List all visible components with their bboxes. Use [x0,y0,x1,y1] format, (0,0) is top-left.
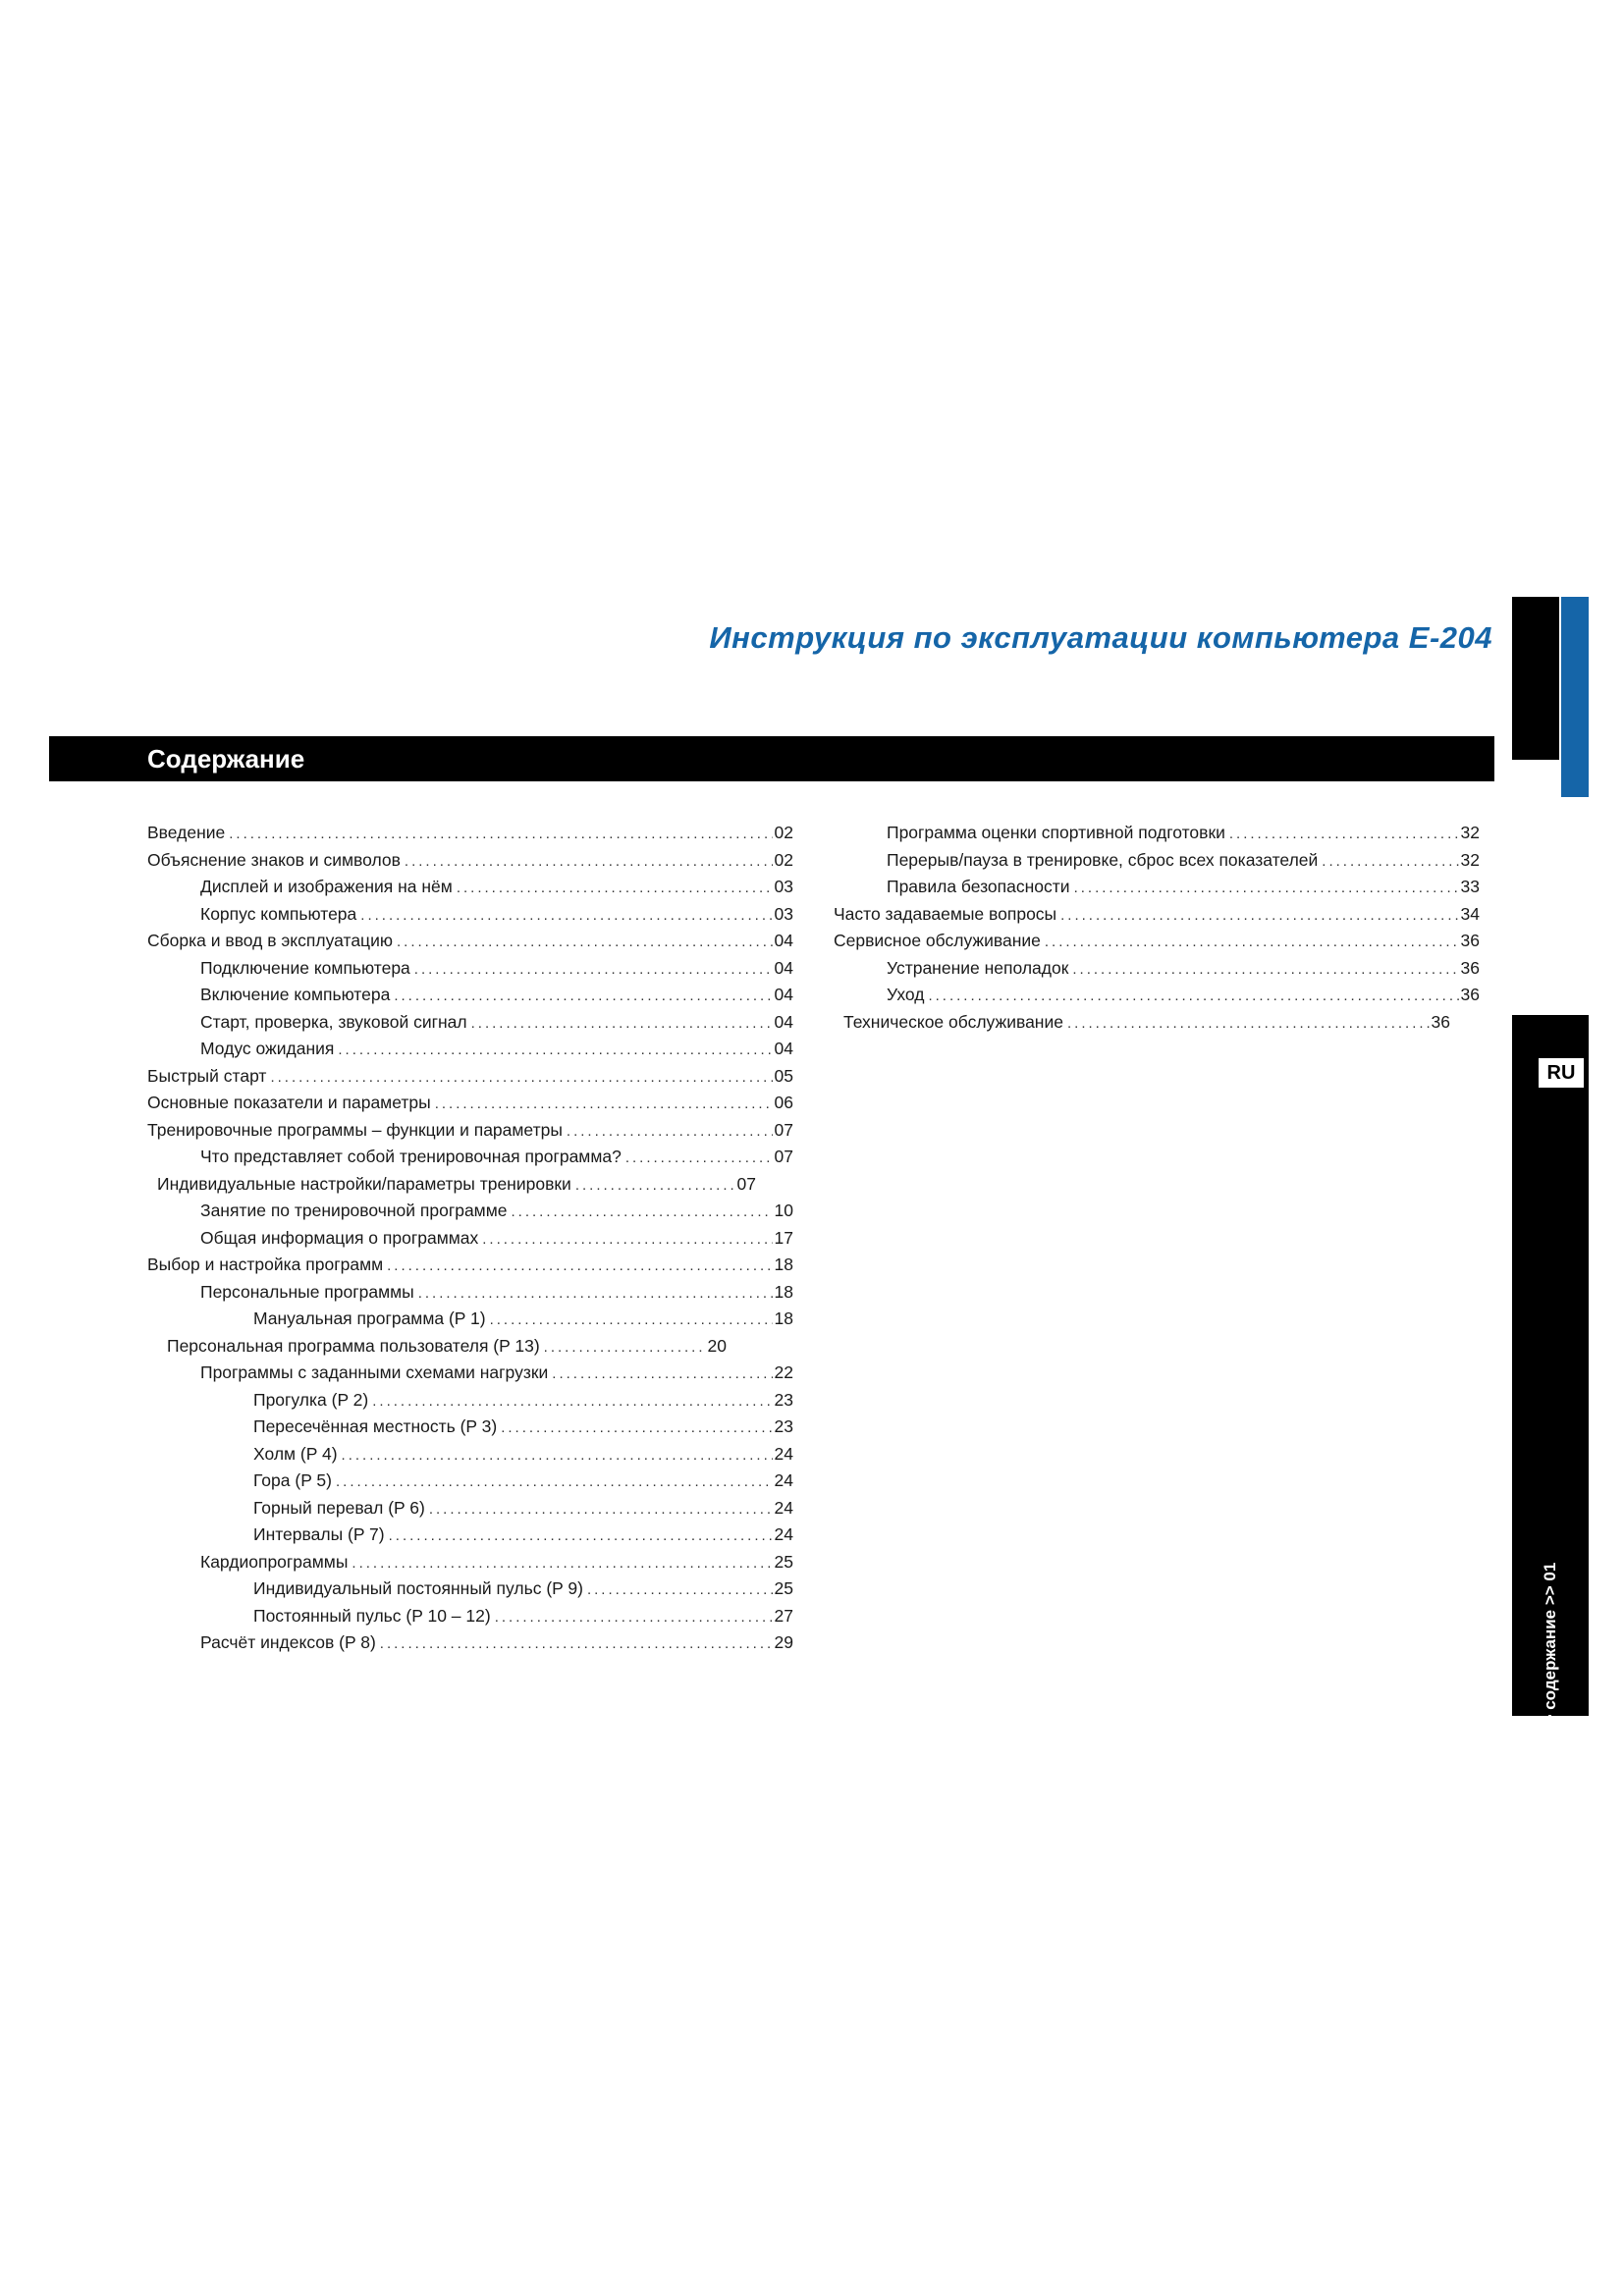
toc-entry[interactable] [834,931,1480,958]
toc-entry-label: Интервалы (P 7) [253,1524,385,1544]
toc-page-number: 24 [774,1497,793,1518]
toc-entry[interactable] [834,985,1480,1012]
toc-page-number: 27 [774,1605,793,1626]
toc-entry-label: Индивидуальный постоянный пульс (P 9) [253,1578,583,1598]
toc-page-number: 10 [774,1201,793,1220]
toc-page-number: 18 [774,1255,793,1274]
toc-entry[interactable] [147,1362,793,1390]
toc-left-column [147,823,793,1660]
toc-leader-dots [429,1501,773,1518]
toc-leader-dots [380,1635,773,1652]
toc-leader-dots [1060,907,1458,924]
toc-entry[interactable] [147,1282,793,1309]
toc-page-number: 23 [774,1416,793,1436]
toc-page-number: 17 [774,1227,793,1248]
toc-leader-dots [1067,1015,1430,1032]
toc-entry[interactable] [147,931,793,958]
toc-page-number: 20 [707,1335,727,1356]
toc-entry-label: Выбор и настройка программ [147,1255,384,1274]
toc-page-number: 03 [774,877,793,896]
toc-entry-label: Уход [887,985,925,1004]
toc-leader-dots [360,907,772,924]
toc-entry-label: Часто задаваемые вопросы [834,903,1057,924]
toc-leader-dots [1322,853,1458,870]
toc-page-number: 22 [774,1362,793,1382]
toc-entry[interactable] [147,904,793,932]
toc-entry[interactable] [147,1308,793,1336]
toc-entry-label: Сборка и ввод в эксплуатацию [147,931,393,950]
toc-entry[interactable] [834,904,1480,932]
toc-entry-label: Быстрый старт [147,1065,267,1086]
toc-entry-label: Введение [147,823,226,842]
toc-leader-dots [435,1095,773,1112]
toc-leader-dots [928,988,1458,1004]
toc-page-number: 23 [774,1389,793,1410]
toc-leader-dots [414,961,773,978]
toc-leader-dots [587,1581,773,1598]
toc-leader-dots [490,1311,773,1328]
toc-entry[interactable] [147,1498,793,1525]
toc-entry[interactable] [147,1578,793,1606]
toc-leader-dots [457,880,773,896]
toc-page-number: 04 [774,1011,793,1032]
toc-leader-dots [229,826,772,842]
toc-entry-label: Индивидуальные настройки/параметры тренировки [157,1173,571,1194]
toc-leader-dots [397,934,773,950]
toc-entry[interactable] [147,1012,793,1040]
toc-page-number: 04 [774,1039,793,1058]
toc-leader-dots [575,1177,735,1194]
toc-leader-dots [418,1285,773,1302]
toc-entry[interactable] [147,1632,793,1660]
toc-entry[interactable] [147,985,793,1012]
toc-leader-dots [389,1527,773,1544]
toc-entry-label: Устранение неполадок [887,957,1069,978]
toc-page-number: 36 [1460,985,1480,1004]
toc-entry[interactable] [147,1174,756,1201]
toc-entry[interactable] [147,1416,793,1444]
side-marker-blue [1561,597,1589,797]
toc-entry[interactable] [147,1147,793,1174]
toc-entry[interactable] [147,877,793,904]
toc-page-number: 05 [774,1065,793,1086]
toc-entry[interactable] [147,1552,793,1579]
toc-leader-dots [501,1419,772,1436]
toc-page-number: 34 [1460,903,1480,924]
toc-entry-label: Холм (P 4) [253,1443,338,1464]
side-marker-black [1512,597,1559,760]
toc-entry[interactable] [147,1606,793,1633]
toc-entry-label: Основные показатели и параметры [147,1093,431,1112]
toc-entry[interactable] [834,823,1480,850]
toc-leader-dots [567,1123,773,1140]
toc-leader-dots [342,1447,773,1464]
toc-entry-label: Подключение компьютера [200,957,410,978]
toc-page-number: 25 [774,1578,793,1598]
toc-entry-label: Занятие по тренировочной программе [200,1201,508,1220]
toc-entry[interactable] [147,1444,793,1471]
toc-entry-label: Программы с заданными схемами нагрузки [200,1362,549,1382]
toc-entry[interactable] [834,958,1480,986]
toc-page-number: 04 [774,957,793,978]
toc-leader-dots [552,1365,772,1382]
toc-entry[interactable] [147,1201,793,1228]
toc-leader-dots [471,1015,773,1032]
toc-entry-label: Горный перевал (P 6) [253,1497,425,1518]
toc-entry[interactable] [147,1336,727,1363]
toc-page-number: 25 [774,1551,793,1572]
toc-entry-label: Модус ожидания [200,1039,335,1058]
toc-page-number: 29 [774,1632,793,1652]
toc-page-number: 18 [774,1308,793,1328]
toc-entry-label: Персональная программа пользователя (P 13) [167,1335,540,1356]
toc-entry[interactable] [147,1390,793,1417]
toc-leader-dots [372,1393,772,1410]
toc-entry[interactable] [147,823,793,850]
toc-entry[interactable] [147,1228,793,1255]
toc-entry-label: Гора (P 5) [253,1470,332,1490]
toc-page-number: 33 [1460,877,1480,896]
toc-leader-dots [352,1555,772,1572]
toc-page-number: 04 [774,931,793,950]
toc-entry-label: Старт, проверка, звуковой сигнал [200,1011,467,1032]
toc-leader-dots [336,1473,773,1490]
toc-entry-label: Расчёт индексов (P 8) [200,1632,376,1652]
toc-leader-dots [1229,826,1459,842]
toc-entry-label: Дисплей и изображения на нём [200,877,453,896]
toc-entry-label: Что представляет собой тренировочная программа? [200,1147,622,1166]
toc-entry[interactable] [147,958,793,986]
toc-entry[interactable] [147,1524,793,1552]
toc-leader-dots [511,1203,772,1220]
toc-page-number: 02 [774,823,793,842]
toc-entry-label: Техническое обслуживание [843,1011,1063,1032]
toc-entry-label: Тренировочные программы – функции и параметры [147,1119,563,1140]
page-section-label: >> содержание >> 01 [1541,1562,1559,1735]
toc-entry[interactable] [147,1093,793,1120]
section-header-bar [49,736,1494,781]
toc-leader-dots [495,1609,773,1626]
toc-leader-dots [338,1041,772,1058]
toc-leader-dots [1074,880,1459,896]
toc-leader-dots [270,1069,772,1086]
toc-leader-dots [387,1257,772,1274]
toc-page-number: 07 [774,1119,793,1140]
toc-page-number: 24 [774,1470,793,1490]
toc-leader-dots [394,988,772,1004]
toc-leader-dots [482,1231,772,1248]
toc-entry-label: Постоянный пульс (P 10 – 12) [253,1605,491,1626]
toc-entry[interactable] [147,1470,793,1498]
toc-page-number: 36 [1431,1011,1450,1032]
toc-leader-dots [544,1339,706,1356]
toc-entry-label: Мануальная программа (P 1) [253,1308,486,1328]
toc-page-number: 06 [774,1093,793,1112]
toc-page-number: 03 [774,903,793,924]
toc-page-number: 32 [1460,849,1480,870]
toc-page-number: 07 [774,1147,793,1166]
toc-entry[interactable] [147,1039,793,1066]
toc-entry[interactable] [834,850,1480,878]
toc-right-column [834,823,1480,1039]
toc-page-number: 02 [774,849,793,870]
toc-page-number: 36 [1460,957,1480,978]
toc-page-number: 07 [736,1173,756,1194]
toc-entry-label: Кардиопрограммы [200,1551,349,1572]
toc-entry-label: Общая информация о программах [200,1227,479,1248]
section-title: Содержание [147,744,305,774]
toc-entry-label: Включение компьютера [200,985,391,1004]
toc-page-number: 24 [774,1443,793,1464]
toc-page-number: 32 [1460,823,1480,842]
toc-page-number: 04 [774,985,793,1004]
toc-page-number: 36 [1460,931,1480,950]
toc-leader-dots [1045,934,1459,950]
toc-entry-label: Программа оценки спортивной подготовки [887,823,1225,842]
toc-entry-label: Персональные программы [200,1281,414,1302]
toc-entry[interactable] [147,1120,793,1148]
language-badge: RU [1539,1058,1584,1088]
toc-leader-dots [625,1149,773,1166]
toc-entry-label: Перерыв/пауза в тренировке, сброс всех показателей [887,849,1319,870]
side-tab [1512,1015,1589,1735]
toc-entry-label: Прогулка (P 2) [253,1389,369,1410]
toc-entry[interactable] [834,877,1480,904]
toc-entry-label: Пересечённая местность (P 3) [253,1416,498,1436]
toc-entry[interactable] [147,1255,793,1282]
document-title: Инструкция по эксплуатации компьютера E-204 [709,620,1492,655]
toc-page-number: 18 [774,1281,793,1302]
toc-leader-dots [405,853,773,870]
toc-entry-label: Правила безопасности [887,877,1070,896]
toc-entry-label: Объяснение знаков и символов [147,849,401,870]
toc-entry[interactable] [834,1012,1450,1040]
toc-leader-dots [1072,961,1458,978]
toc-entry[interactable] [147,850,793,878]
toc-entry[interactable] [147,1066,793,1094]
toc-entry-label: Сервисное обслуживание [834,931,1041,950]
toc-page-number: 24 [774,1524,793,1544]
toc-entry-label: Корпус компьютера [200,903,357,924]
